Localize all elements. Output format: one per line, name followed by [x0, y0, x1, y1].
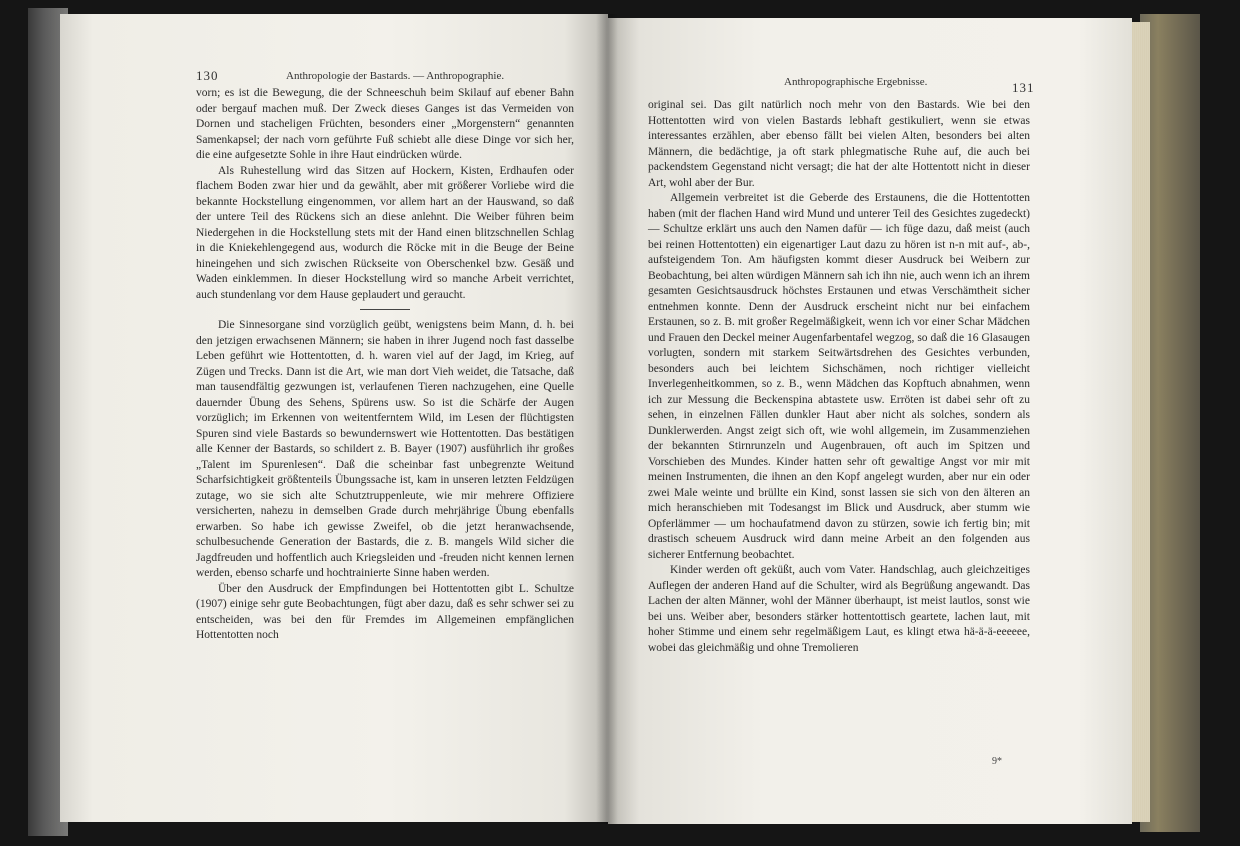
- left-page: [60, 14, 608, 822]
- left-page-number: 130: [196, 68, 219, 83]
- left-paragraph-3: Die Sinnesorgane sind vorzüglich geübt, wenigstens beim Mann, d. h. bei den jetzigen erwachsenen Männern; sie haben in ihrer Jugend noch fast dasselbe Leben geführt wie Hottentotten, d. h. waren viel auf der Jagd, im Krieg, auf Zügen und Trecks. Dann ist die Art, wie man dort Vieh weidet, die Tatsache, daß man tausendfältig gezwungen ist, verlaufenen Tieren nachzugehen, eine Quelle dauernder Übung des Sehens, Spürens usw. So ist die Schärfe der Augen vorzüglich; im Erkennen von weitentferntem Wild, im Lesen der flüchtigsten Spuren sind viele Bastards so bewundernswert wie Hottentotten. Das bestätigen alle Kenner der Bastards, so schildert z. B. Bayer (1907) ausführlich ihr großes „Talent im Spurenlesen“. Daß die scheinbar fast unbegrenzte Weitund Scharfsichtigkeit größtenteils Übungssache ist, kam in unseren letzten Feldzügen zutage, wo sie sich alte Schutztruppenleute, wie mir mehrere Offiziere versicherten, nahezu in demselben Grade durch mehrjährige Übung ebenfalls erwarben. So habe ich gewisse Zweifel, ob die jetzt heranwachsende, schulbesuchende Generation der Bastards, die z. B. mangels Wild sicher die Jagdfreuden und hoffentlich auch Kriegsleiden und -freuden nicht kennen lernen werden, ebenso scharfe und hochtrainierte Sinne haben werden.: [196, 319, 574, 579]
- left-paragraph-1: vorn; es ist die Bewegung, die der Schneeschuh beim Skilauf auf ebener Bahn oder bergauf machen muß. Der Zweck dieses Ganges ist das Vermeiden von Dornen und stacheligen Früchten, besonders einer „Morgenstern“ genannten Samenkapsel; der nach vorn geführte Fuß schiebt alle diese Dinge vor sich her, die eine aufgesetzte Sohle in ihre Haut eindrücken würde.: [196, 87, 574, 161]
- right-paragraph-3: Kinder werden oft geküßt, auch vom Vater. Handschlag, auch gleichzeitiges Auflegen der anderen Hand auf die Schulter, wird als Begrüßung angewandt. Das Lachen der alten Männer, wohl der Männer überhaupt, ist meist lautlos, sonst wie bei uns. Weiber aber, besonders stärker hottentottisch geartete, lachen laut, mit hoher Stimme und einem sehr regelmäßigem Laut, es klingt etwa hä-ä-ä-eeeeee, wobei das gleichmäßig und ohne Tremolieren: [648, 564, 1030, 654]
- right-paragraph-2: Allgemein verbreitet ist die Geberde des Erstaunens, die die Hottentotten haben (mit der flachen Hand wird Mund und unterer Teil des Gesichtes zugedeckt) — Schultze erklärt uns auch den Namen dafür — ich füge dazu, daß meist (auch bei reinen Hottentotten) ein eigenartiger Laut dazu zu hören ist n-n mit auf-, ab-, aufsteigendem Ton. Am häufigsten kommt dieser Ausdruck bei Weibern zur Beobachtung, bei alten würdigen Männern sah ich ihn nie, auch wenn ich an ihrem gesamten Gesichtsausdruck höchstes Erstaunen und etwas Verschämtheit sicher entnehmen konnte. Denn der Ausdruck erscheint nicht nur bei einfachem Erstaunen, so z. B. mit großer Regelmäßigkeit, wenn ich vor einer Schar Mädchen und Frauen den Deckel meiner Augenfarbentafel wegzog, so daß die 16 Glasaugen vorlugten, sondern mit starkem Seitwärtsdrehen des Gesichtes verbunden, besonders auch bei leichtem Sichschämen, noch richtiger vielleicht Inverlegenheitkommen, so z. B., wenn Mädchen das Kopftuch abnahmen, wenn ich zur Messung die Beckenspina abtastete usw. Erröten ist dabei sehr oft zu sehen, in einzelnen Fällen dunkler Haut aber nicht als solches, sondern als Dunklerwerden. Angst zeigt sich oft, wie wohl allgemein, im Zusammenziehen der bekannten Stirnrunzeln und Augenbrauen, oft auch im Spitzen und Vorschieben des Mundes. Kinder hatten sehr oft gewaltige Angst vor mir mit meinen Instrumenten, die ihnen an den Kopf angelegt wurden, aber nur ein oder zwei Male weinte und brüllte ein Kind, sonst lassen sie sich von den älteren an mich heranschieben mit Todesangst im Blick und Ausdruck, aber stumm wie Opferlämmer — um hochaufatmend davon zu stürzen, sowie ich fertig bin; mit drastisch scheuem Ausdruck wird dann meine Arbeit an den folgenden aus sicherer Entfernung beobachtet.: [648, 192, 1030, 561]
- right-page-number: 131: [1012, 80, 1035, 95]
- left-running-head: Anthropologie der Bastards. — Anthropographie.: [286, 70, 505, 82]
- right-paragraph-1: original sei. Das gilt natürlich noch mehr von den Bastards. Wie bei den Hottentotten wird von vielen Bastards lebhaft gestikuliert, wenn sie etwas interessantes erzählen, aber ebenso fällt bei vielen Alten, besonders bei alten Männern, die bedächtige, ja oft stark phlegmatische Ruhe auf, die auch bei packendstem Gegenstand nicht versagt; die hat der alte Hottentott nicht in dieser Art, wohl aber der Bur.: [648, 99, 1030, 189]
- left-paragraph-2: Als Ruhestellung wird das Sitzen auf Hockern, Kisten, Erdhaufen oder flachem Boden zwar hier und da gewählt, aber mit größerer Vorliebe wird die bekannte Hockstellung eingenommen, vor allem hart an der Hauswand, so daß der untere Teil des Rückens sich an diese anlehnt. Die Weiber führen beim Niedergehen in die Hockstellung stets mit der Hand einen blitzschnellen Schlag in die Kniekehlengegend aus, wodurch die Röcke mit in die Beuge der Beine hineingehen und sich zwischen Rückseite von Oberschenkel bzw. Gesäß und Waden einklemmen. In dieser Hockstellung wird so manche Arbeit verrichtet, auch stundenlang vor dem Hause geplaudert und geraucht.: [196, 164, 574, 301]
- right-page: [608, 18, 1132, 824]
- book-gutter: [596, 14, 618, 824]
- signature-mark: 9*: [992, 756, 1002, 767]
- section-divider: [360, 309, 410, 310]
- left-paragraph-4: Über den Ausdruck der Empfindungen bei Hottentotten gibt L. Schultze (1907) einige sehr gute Beobachtungen, fügt aber dazu, daß es sehr schwer sei zu entscheiden, was bei den für Fremdes im Allgemeinen empfänglichen Hottentotten noch: [196, 582, 574, 641]
- right-page-body: [648, 98, 1030, 656]
- right-running-head: Anthropographische Ergebnisse.: [784, 76, 928, 88]
- left-page-body: [196, 86, 574, 644]
